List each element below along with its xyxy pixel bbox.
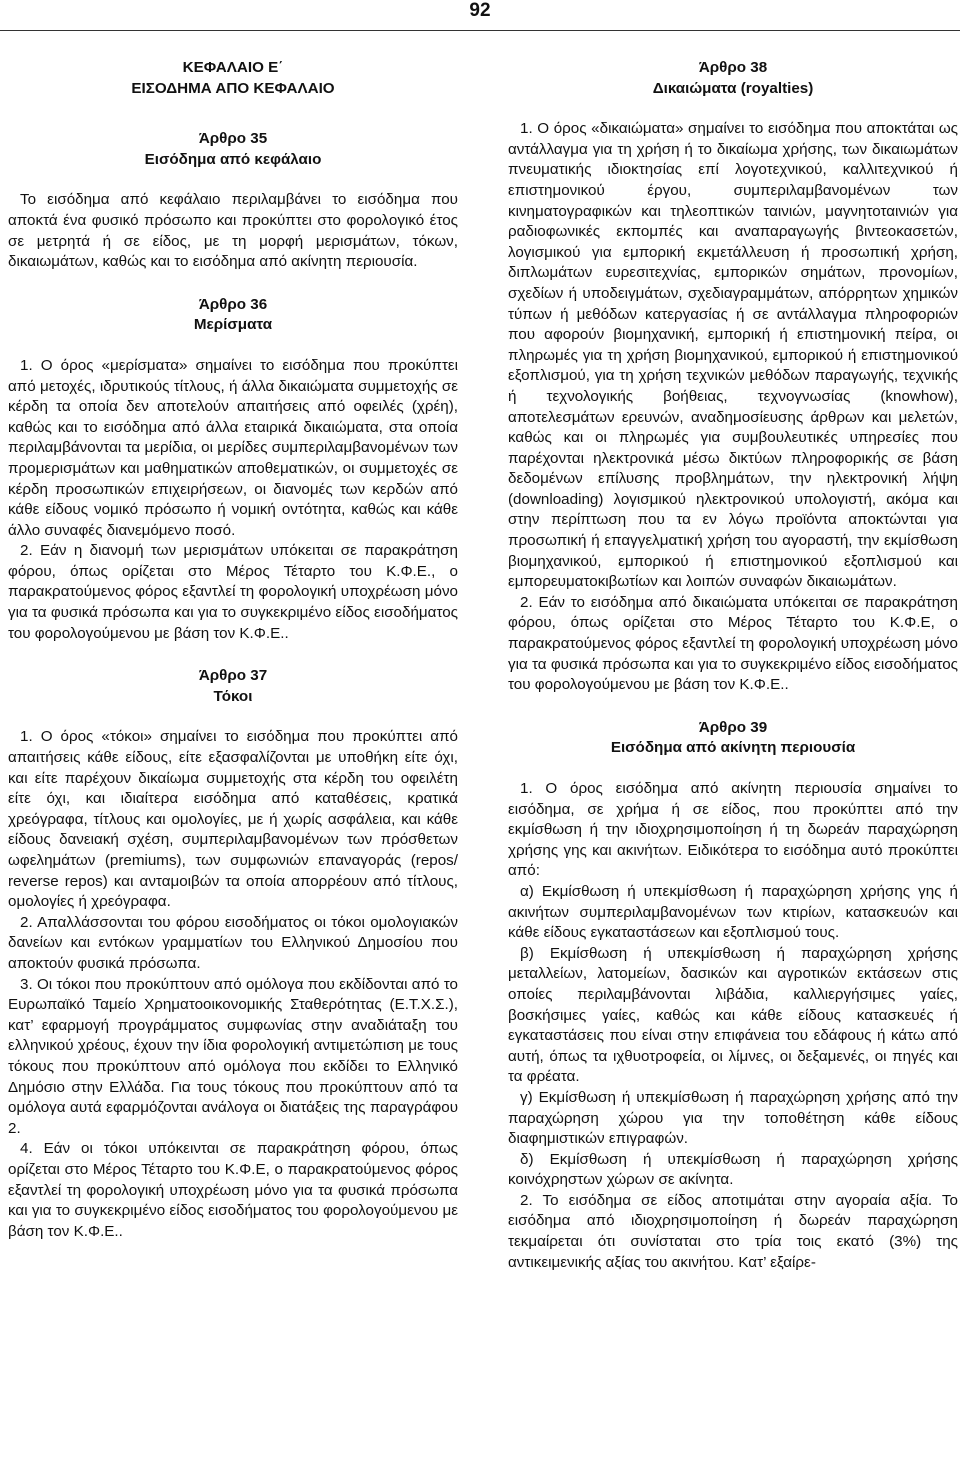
article-subtitle: Εισόδημα από κεφάλαιο	[144, 150, 322, 168]
chapter-title: ΕΙΣΟΔΗΜΑ ΑΠΟ ΚΕΦΑΛΑΙΟ	[131, 79, 335, 97]
article-36-heading	[8, 295, 458, 336]
chapter-heading	[8, 58, 458, 99]
paragraph: 1. Ο όρος εισόδημα από ακίνητη περιουσία σημαίνει το εισόδημα, σε χρήμα ή σε είδος, που προκύπτει από την εκμίσθωση ή την ιδιοχρησιμοποίηση ή τη δωρεάν παραχώρηση χρήσης γης και ακινήτων. Ειδικότερα το εισόδημα αυτό προκύπτει από:	[508, 780, 958, 880]
article-38-heading	[508, 58, 958, 99]
paragraph: 1. Ο όρος «δικαιώματα» σημαίνει το εισόδημα που αποκτάται ως αντάλλαγμα για τη χρήση ή το δικαίωμα χρήσης, των δικαιωμάτων πνευματικής ιδιοκτησίας επί λογοτεχνικού, καλλιτεχνικού ή επιστημονικού έργου, συμπεριλαμβανομένων των κινηματογραφικών και τηλεοπτικών ταινιών, μαγνητοταινιών για ραδιοφωνικές εκπομπές και αναπαραγωγής βιντεοκασετών, λογισμικού για εμπορική εκμετάλλευση ή προσωπική χρήση, διπλωμάτων ευρεσιτεχνίας, εμπορικών σημάτων, προνομίων, σχεδίων ή υποδειγμάτων, σχεδιαγραμμάτων, απόρρητων χημικών τύπων ή μεθόδων κατεργασίας ή σε αντάλλαγμα πληροφοριών που αφορούν βιομηχανική, εμπορική ή επιστημονική πείρα, οι πληρωμές για τη χρήση βιομηχανικού, εμπορικού ή επιστημονικού εξοπλισμού, για τη χρήση τεχνικών μεθόδων παραγωγής, τεχνικής ή τεχνολογικής βοήθειας, τεχνογνωσίας (knowhow), αποτελεσμάτων ερευνών, αναδημοσίευσης άρθρων και μελετών, καθώς και οι πληρωμές για συμβουλευτικές υπηρεσίες που παρέχονται ηλεκτρονικά μέσω δικτύων πληροφορικής σε βάση δεδομένων επίλυσης προβλημάτων, την ηλεκτρονική λήψη (downloading) λογισμικού ηλεκτρονικού υπολογιστή, ακόμα και στην περίπτωση που τα εν λόγω προϊόντα αποκτώνται για προσωπική ή επαγγελματική χρήση του αγοραστή, την εκμίσθωση βιομηχανικού, εμπορικού ή επιστημονικού εξοπλισμού και εμπορευματοκιβωτίων και λοιπών συναφών δικαιωμάτων.	[508, 120, 958, 591]
article-37-heading	[8, 666, 458, 707]
paragraph: α) Εκμίσθωση ή υπεκμίσθωση ή παραχώρηση χρήσης γης ή ακινήτων συμπεριλαμβανομένων των κτιρίων, κατασκευών και κάθε είδους εγκαταστάσεων και εξοπλισμού τους.	[508, 882, 958, 942]
article-subtitle: Μερίσματα	[193, 316, 273, 334]
paragraph: 2. Εάν το εισόδημα από δικαιώματα υπόκειται σε παρακράτηση φόρου, όπως ορίζεται στο Μέρος Τέταρτο του Κ.Φ.Ε, ο παρακρατούμενος φόρος εξαντλεί τη φορολογική υποχρέωση μόνο για τα φυσικά πρόσωπα και για το συγκεκριμένο είδος εισοδήματος του φορολογούμενου με βάση τον Κ.Φ.Ε..	[508, 593, 958, 694]
paragraph: 4. Εάν οι τόκοι υπόκεινται σε παρακράτηση φόρου, όπως ορίζεται στο Μέρος Τέταρτο του Κ.Φ.Ε, ο παρακρατούμενος φόρος εξαντλεί τη φορολογική υποχρέωση μόνο για τα φυσικά πρόσωπα και για το συγκεκριμένο είδος εισοδήματος του φορολογούμενου με βάση τον Κ.Φ.Ε..	[8, 1140, 458, 1240]
article-39-heading	[508, 718, 958, 759]
article-subtitle: Δικαιώματα (royalties)	[652, 79, 814, 97]
article-title: Άρθρο 39	[698, 718, 768, 736]
paragraph: Το εισόδημα από κεφάλαιο περιλαμβάνει το εισόδημα που αποκτά ένα φυσικό πρόσωπο και προκύπτει στο φορολογικό έτος σε μετρητά ή σε είδος, με τη μορφή μερισμάτων, τόκων, δικαιωμάτων, καθώς και το εισόδημα από ακίνητη περιουσία.	[8, 191, 458, 271]
article-subtitle: Τόκοι	[213, 687, 253, 705]
article-title: Άρθρο 38	[698, 59, 768, 76]
paragraph: 3. Οι τόκοι που προκύπτουν από ομόλογα που εκδίδονται από το Ευρωπαϊκό Ταμείο Χρηματοοικονομικής Σταθερότητας (Ε.Τ.Χ.Σ.), κατ’ εφαρμογή προγράμματος συμφωνίας στην αναδιάταξη του ελληνικού χρέους, έχουν την ίδια φορολογική αντιμετώπιση με τους τόκους που προκύπτουν από ομόλογα που εκδίδει το Ελληνικό Δημόσιο στην Ελλάδα. Για τους τόκους που προκύπτουν από τα ομόλογα αυτά εφαρμόζονται ανάλογα οι διατάξεις της παραγράφου 2.	[8, 975, 458, 1137]
article-title: Άρθρο 37	[198, 667, 268, 685]
left-column	[8, 58, 458, 1242]
paragraph: 1. Ο όρος «τόκοι» σημαίνει το εισόδημα που προκύπτει από απαιτήσεις κάθε είδους, είτε εξασφαλίζονται με υποθήκη είτε όχι, και είτε παρέχουν δικαίωμα συμμετοχής στα κέρδη του οφειλέτη είτε όχι, και ιδιαίτερα εισόδημα από καταθέσεις, κρατικά χρεόγραφα, τίτλους και ομολογίες, με ή χωρίς ασφάλεια, και κάθε είδους δανειακή σχέση, συμπεριλαμβανομένων των πρόσθετων ωφελημάτων (premiums), των συμφωνιών επαναγοράς (repos/ reverse repos) και ανταμοιβών τα οποία απορρέουν από τίτλους, ομολογίες ή χρεόγραφα.	[8, 728, 458, 911]
chapter-number: ΚΕΦΑΛΑΙΟ Ε΄	[182, 59, 284, 76]
page-number: 92	[469, 0, 491, 21]
paragraph: δ) Εκμίσθωση ή υπεκμίσθωση ή παραχώρηση χρήσης κοινόχρηστων χώρων σε ακίνητα.	[508, 1150, 958, 1189]
paragraph: β) Εκμίσθωση ή υπεκμίσθωση ή παραχώρηση χρήσης μεταλλείων, λατομείων, δασικών και αγροτικών εκτάσεων στις οποίες περιλαμβάνονται λιβάδια, καλλιεργήσιμες γαίες, βοσκήσιμες γαίες, καθώς και κάθε είδους κατασκευές ή εγκαταστάσεις που είναι στην επιφάνεια του εδάφους ή κάτω από αυτή, όπως τα ιχθυοτροφεία, οι λίμνες, οι δεξαμενές, οι πηγές και τα φρέατα.	[508, 944, 958, 1086]
paragraph: 1. Ο όρος «μερίσματα» σημαίνει το εισόδημα που προκύπτει από μετοχές, ιδρυτικούς τίτλους, ή άλλα δικαιώματα συμμετοχής σε κέρδη τα οποία δεν αποτελούν απαιτήσεις από οφειλές (χρέη), καθώς και το εισόδημα από άλλα εταιρικά δικαιώματα, στα οποία περιλαμβάνονται τα μερίδια, οι μερίδες συμπεριλαμβανομένων των προμερισμάτων και μαθηματικών αποθεματικών, οι συμμετοχές σε κέρδη προσωπικών επιχειρήσεων, οι διανομές των κερδών από κάθε είδους νομικό πρόσωπο ή νομική οντότητα, καθώς και κάθε άλλο συναφές διανεμόμενο ποσό.	[8, 356, 458, 539]
right-column	[508, 58, 958, 1273]
article-subtitle: Εισόδημα από ακίνητη περιουσία	[610, 739, 856, 757]
paragraph: 2. Το εισόδημα σε είδος αποτιμάται στην αγοραία αξία. Το εισόδημα από ιδιοχρησιμοποίηση ή δωρεάν παραχώρηση τεκμαίρεται ότι συνίσταται στο τρία τοις εκατό (3%) της αντικειμενικής αξίας του ακινήτου. Κατ’ εξαίρε-	[508, 1191, 958, 1271]
article-title: Άρθρο 35	[198, 130, 268, 148]
article-35-heading	[8, 129, 458, 170]
paragraph: 2. Απαλλάσσονται του φόρου εισοδήματος οι τόκοι ομολογιακών δανείων και εντόκων γραμματίων του Ελληνικού Δημοσίου που αποκτούν φυσικά πρόσωπα.	[8, 913, 458, 972]
article-title: Άρθρο 36	[198, 295, 268, 313]
paragraph: γ) Εκμίσθωση ή υπεκμίσθωση ή παραχώρηση χρήσης από την παραχώρηση χώρου για την τοποθέτηση κάθε είδους διαφημιστικών επιγραφών.	[508, 1088, 958, 1148]
header-rule	[0, 30, 960, 31]
paragraph: 2. Εάν η διανομή των μερισμάτων υπόκειται σε παρακράτηση φόρου, όπως ορίζεται στο Μέρος Τέταρτο του Κ.Φ.Ε., ο παρακρατούμενος φόρος εξαντλεί τη φορολογική υποχρέωση μόνο για τα φυσικά πρόσωπα και για το συγκεκριμένο είδος εισοδήματος του φορολογούμενου με βάση τον Κ.Φ.Ε..	[8, 542, 458, 642]
